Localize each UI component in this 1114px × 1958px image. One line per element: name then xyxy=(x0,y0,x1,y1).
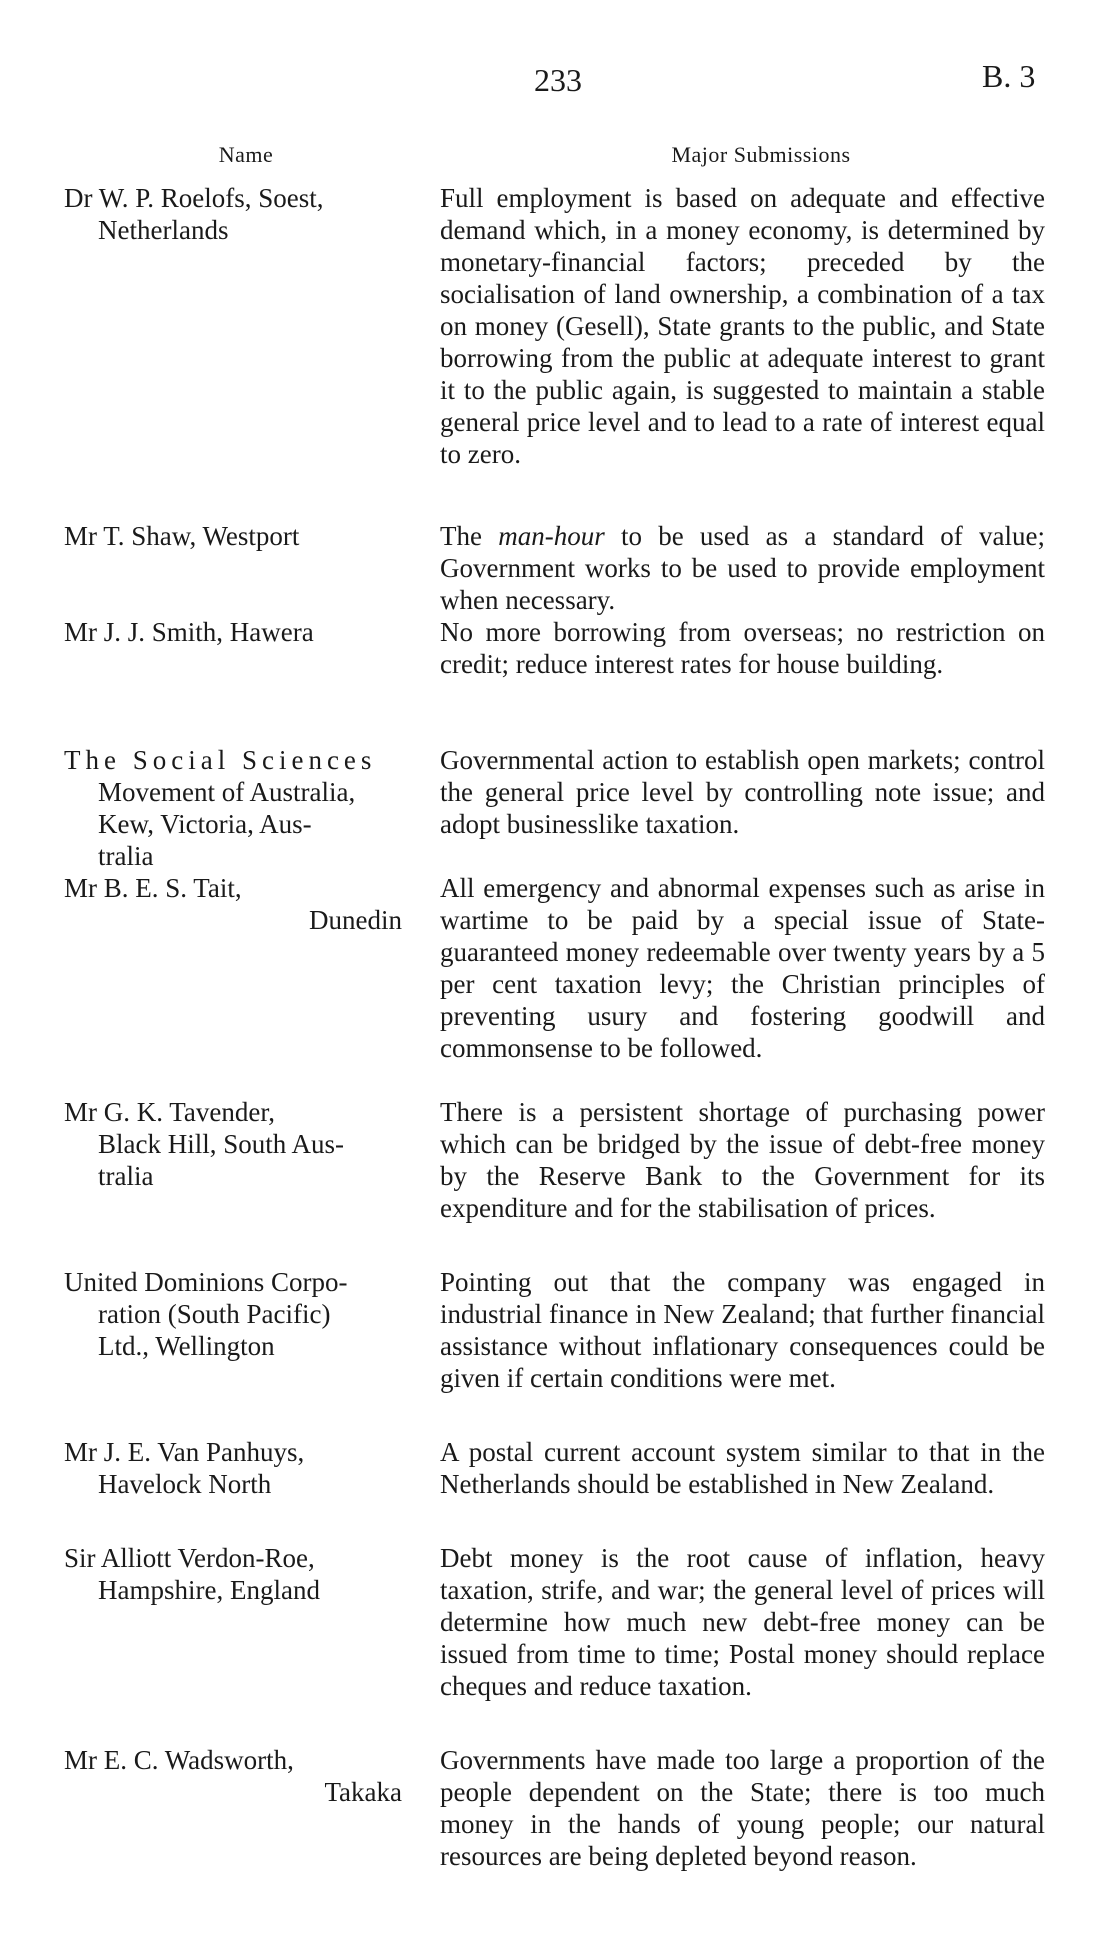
name-line: Sir Alliott Verdon-Roe, xyxy=(64,1543,315,1573)
entry-name xyxy=(64,616,402,648)
entry-submission: A postal current account system similar to that in the Netherlands should be established in New Zealand. xyxy=(440,1437,1045,1499)
name-line: Netherlands xyxy=(98,215,229,245)
entry-submission: Debt money is the root cause of inflation, heavy taxation, strife, and war; the general level of prices will determine how much new debt-free money can be issued from time to time; Postal money should replace cheques and reduce taxation. xyxy=(440,1543,1045,1701)
entry-united-dominions xyxy=(0,1266,1114,1436)
entry-shaw xyxy=(0,520,1114,616)
section-code: B. 3 xyxy=(982,58,1036,94)
name-line: Dr W. P. Roelofs, Soest, xyxy=(64,183,324,213)
entry-van-panhuys xyxy=(0,1436,1114,1542)
text-italic: man-hour xyxy=(498,521,605,551)
name-line: Mr E. C. Wadsworth, xyxy=(64,1745,294,1775)
name-line: ration (South Pacific) xyxy=(98,1299,331,1329)
entry-tavender xyxy=(0,1096,1114,1266)
entry-submission: All emergency and abnormal expenses such as arise in wartime to be paid by a special issue of State-guaranteed money redeemable over twenty years by a 5 per cent taxation levy; the Christian principles of preventing usury and fostering goodwill and commonsense to be followed. xyxy=(440,873,1045,1063)
text-part: to be used as a standard of value; Government works to be used to provide employment when necessary. xyxy=(440,521,1045,615)
name-line: Takaka xyxy=(324,1777,402,1807)
entry-name xyxy=(64,1096,402,1192)
name-line: tralia xyxy=(98,841,154,871)
name-line: Black Hill, South Aus- xyxy=(98,1129,345,1159)
name-line: United Dominions Corpo- xyxy=(64,1267,348,1297)
entry-name xyxy=(64,1266,402,1362)
column-header-name: Name xyxy=(218,142,274,167)
entry-verdon-roe xyxy=(0,1542,1114,1744)
name-line: Kew, Victoria, Aus- xyxy=(98,809,312,839)
name-line: Havelock North xyxy=(98,1469,272,1499)
entry-roelofs xyxy=(0,182,1114,520)
entry-submission: Full employment is based on adequate and effective demand which, in a money economy, is determined by monetary-financial factors; preceded by the socialisation of land ownership, a combination of a tax on money (Gesell), State grants to the public, and State borrowing from the public at adequate interest to grant it to the public again, is suggested to maintain a stable general price level and to lead to a rate of interest equal to zero. xyxy=(440,183,1045,469)
name-line: Mr B. E. S. Tait, xyxy=(64,873,242,903)
entry-submission xyxy=(440,520,1045,616)
name-line: Mr J. J. Smith, Hawera xyxy=(64,617,314,647)
name-line: The Social Sciences xyxy=(64,745,377,775)
name-line: Mr G. K. Tavender, xyxy=(64,1097,275,1127)
entry-name xyxy=(64,520,402,552)
entry-name xyxy=(64,1744,402,1808)
name-line: Ltd., Wellington xyxy=(98,1331,275,1361)
entry-name xyxy=(64,872,402,936)
entry-submission: There is a persistent shortage of purchasing power which can be bridged by the issue of debt-free money by the Reserve Bank to the Government for its expenditure and for the stabilisation of prices. xyxy=(440,1097,1045,1223)
name-line: tralia xyxy=(98,1161,154,1191)
entry-name xyxy=(64,1542,402,1606)
entry-submission: Pointing out that the company was engaged in industrial finance in New Zealand; that further financial assistance without inflationary consequences could be given if certain conditions were met. xyxy=(440,1267,1045,1393)
entry-smith xyxy=(0,616,1114,744)
text-part: The xyxy=(440,521,499,551)
name-line: Mr J. E. Van Panhuys, xyxy=(64,1437,305,1467)
submissions-list xyxy=(0,182,1114,1914)
entry-submission: Governments have made too large a proportion of the people dependent on the State; there is too much money in the hands of young people; our natural resources are being depleted beyond reason. xyxy=(440,1745,1045,1871)
entry-submission: Governmental action to establish open markets; control the general price level by controlling note issue; and adopt businesslike taxation. xyxy=(440,745,1045,839)
entry-tait xyxy=(0,872,1114,1096)
entry-name xyxy=(64,744,402,872)
entry-social-sciences xyxy=(0,744,1114,872)
page-number: 233 xyxy=(534,62,582,98)
name-line: Hampshire, England xyxy=(98,1575,320,1605)
name-line: Dunedin xyxy=(309,905,402,935)
name-line: Mr T. Shaw, Westport xyxy=(64,521,300,551)
entry-wadsworth xyxy=(0,1744,1114,1914)
column-header-submissions: Major Submissions xyxy=(671,142,851,167)
name-line: Movement of Australia, xyxy=(98,777,356,807)
entry-submission: No more borrowing from overseas; no restriction on credit; reduce interest rates for house building. xyxy=(440,617,1045,679)
entry-name xyxy=(64,182,402,246)
entry-name xyxy=(64,1436,402,1500)
